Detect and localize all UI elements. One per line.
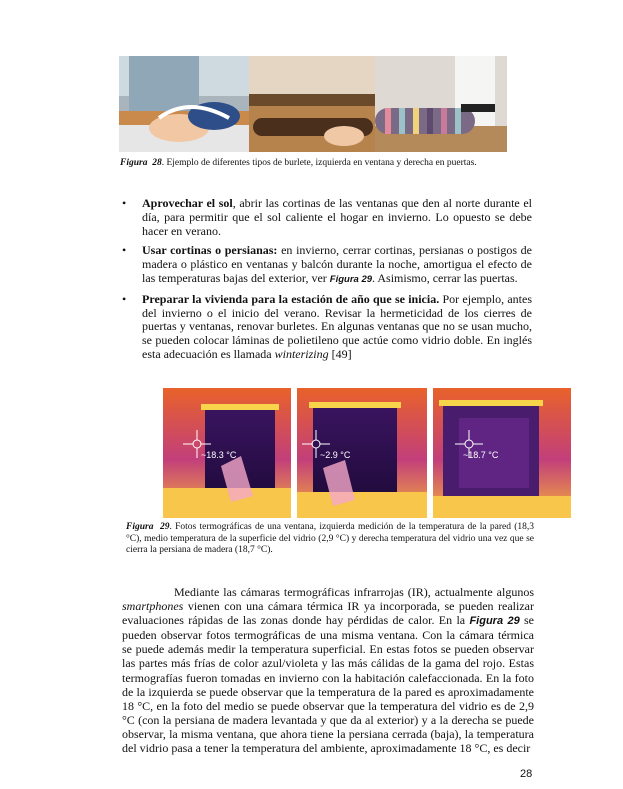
thermal-panel-shutter <box>427 388 571 518</box>
list-item <box>120 197 532 238</box>
bullet-icon: • <box>122 291 127 306</box>
bullet-lead: Aprovechar el sol <box>142 196 233 210</box>
bullet-citation: [49] <box>328 346 352 361</box>
figure-28-text: . Ejemplo de diferentes tipos de burlete, izquierda en ventana y derecha en puertas. <box>161 158 477 168</box>
figure-reference-link[interactable]: Figura 29 <box>469 615 520 628</box>
figure-28-photos <box>119 56 507 152</box>
figure-29-label <box>126 522 169 532</box>
bullet-icon: • <box>122 243 127 258</box>
figure-28-number: 28 <box>152 158 162 168</box>
temperature-reading: ~18.3 °C <box>201 450 237 460</box>
figure-reference-link[interactable]: Figura 29 <box>329 273 373 285</box>
figure-29-thermal-images <box>163 388 571 518</box>
list-item <box>120 244 532 286</box>
bullet-text: , abrir las cortinas de las ventanas que den al norte durante el día, para permitir que el sol caliente el hogar en invierno. Lo opuesto se debe hacer en verano. <box>142 196 532 238</box>
photo-window-weatherstrip <box>119 56 249 152</box>
figure-28-caption <box>120 158 540 170</box>
figure-29-label-word: Figura <box>126 522 154 532</box>
bullet-text-after: . Asimismo, cerrar las puertas. <box>372 270 518 285</box>
bullet-italic-term: winterizing <box>274 346 329 361</box>
bullet-lead: Preparar la vivienda para la estación de año que se inicia. <box>142 291 440 306</box>
paragraph-text: Mediante las cámaras termográficas infrarrojas (IR), actualmente algunos <box>174 585 534 599</box>
figure-29-caption <box>126 522 534 557</box>
figure-29-text: . Fotos termográficas de una ventana, izquierda medición de la temperatura de la pared (18,3 °C), medio temperatura de la superficie del vidrio (2,9 °C) y derecha temperatura del vidrio una vez que se cierra la persiana de madera (18,7 °C). <box>126 522 534 555</box>
photo-striped-door-snake <box>375 56 507 152</box>
paragraph-text: vienen con una cámara térmica IR ya incorporada, se pueden realizar evaluaciones rápidas de las zonas donde hay pérdidas de calor. En la <box>122 599 534 628</box>
figure-29-number: 29 <box>159 522 170 532</box>
bullet-text: Por ejemplo, antes del invierno o el inicio del verano. Revisar la hermeticidad de los cierres de puertas y ventanas, renovar burletes. En algunas ventanas que no se usan mucho, se pueden colocar láminas de polietileno que actúe como vidrio doble. En inglés esta adecuación es llamada <box>142 291 532 361</box>
page-number: 28 <box>520 768 533 780</box>
body-paragraph <box>122 585 534 755</box>
temperature-reading: ~2.9 °C <box>320 450 351 460</box>
list-item <box>120 293 532 362</box>
bullet-icon: • <box>122 196 127 210</box>
bullet-lead: Usar cortinas o persianas: <box>142 243 278 258</box>
figure-28-label <box>120 158 162 168</box>
paragraph-text: se pueden observar fotos termográficas de una misma ventana. Con la cámara térmica se puede además medir la temperatura superficial. En estas fotos se pueden observar las partes más frías de color azul/violeta y las más cálidas de la gama del rojo. Estas termografías fueron tomadas en invierno con la habitación calefaccionada. En la foto de la izquierda se puede observar que la temperatura de la pared es aproximadamente 18 °C, en la foto del medio se puede observar que la temperatura del vidrio es de 2,9 °C (con la persiana de madera levantada y que da al exterior) y a la derecha se puede observar, la misma ventana, que ahora tiene la persiana cerrada (baja), la temperatura del vidrio pasa a tener la temperatura del ambiente, aproximadamente 18 °C, es decir <box>122 613 535 756</box>
photo-door-draft-stopper <box>249 56 375 152</box>
figure-28-label-word: Figura <box>120 158 148 168</box>
tips-list <box>120 197 532 368</box>
thermal-strip <box>163 388 571 518</box>
bullet-text: en invierno, cerrar cortinas, persianas o postigos de madera o plástico en ventanas y balcón durante la noche, amortigua el efecto de las temperaturas bajas del exterior, ver <box>142 243 532 285</box>
temperature-reading: ~18.7 °C <box>463 450 499 460</box>
thermal-panel-glass <box>291 388 427 518</box>
paragraph-italic-term: smartphones <box>122 599 184 614</box>
